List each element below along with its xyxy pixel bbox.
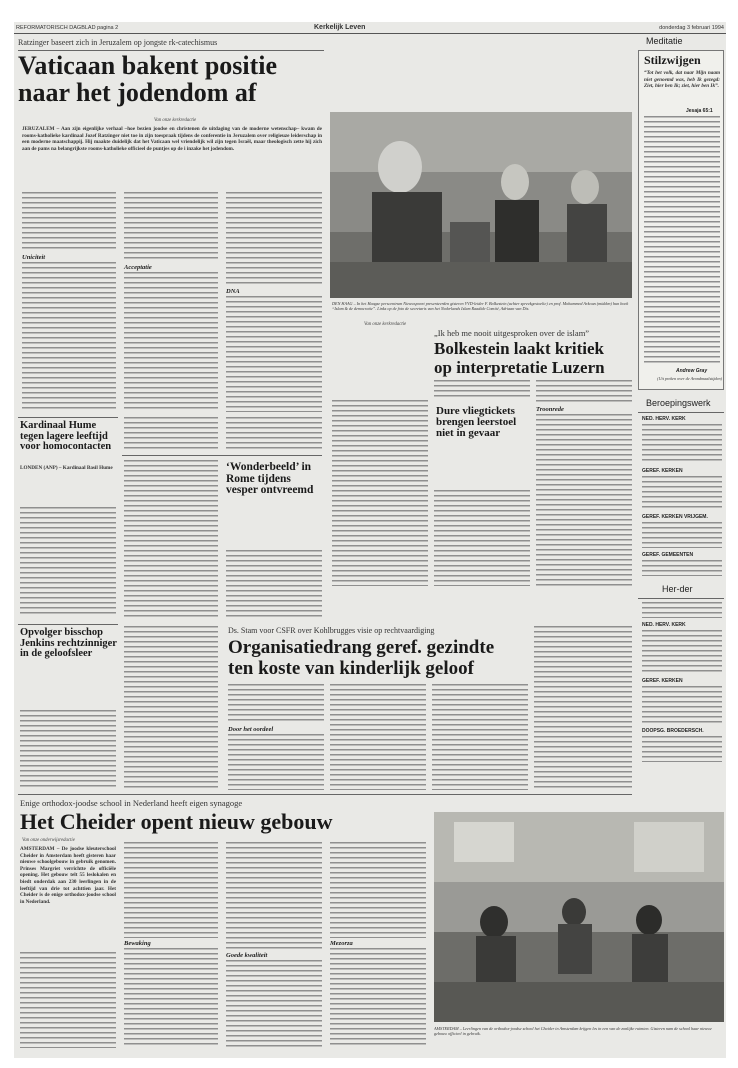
meditatie-author: Andrew Gray [676, 368, 708, 374]
header-newspaper: REFORMATORISCH DAGBLAD pagina 2 [16, 25, 119, 31]
rule [18, 624, 118, 625]
main-text-cont [124, 417, 218, 452]
ds-subhead: Door het oordeel [228, 726, 274, 733]
bolkestein-title-line1: Bolkestein laakt kritiek [434, 339, 605, 358]
troonrede-subhead: Troonrede [536, 406, 564, 413]
cat-doopsg: DOOPSG. BROEDERSCH. [642, 728, 704, 734]
meditatie-text [644, 116, 720, 364]
main-subhead-uniciteit: Uniciteit [22, 254, 46, 261]
rule [18, 794, 632, 795]
photo1-caption: DEN HAAG – In het Haagse perscentrum Nieuwspoort presenteerden gisteren VVD-leider F. Bolkestein (achter spreekgestoelte) en prof. Mohammed Arkoun (midden) hun boek “Islam & de democratie”. Links op de foto de secretaris van het Nederlands Islam Raadide Comité, Adriaan van Dis. [332, 301, 629, 312]
opvolger-text [20, 710, 116, 790]
cheider-title: Het Cheider opent nieuw gebouw [20, 809, 333, 834]
kohlbrugge-left-text [124, 626, 218, 790]
rule [638, 598, 724, 599]
main-kicker: Ratzinger baseert zich in Jeruzalem op jongste rk-catechismus [18, 38, 218, 47]
herder-text3 [642, 736, 722, 762]
main-text-col2 [124, 192, 218, 262]
opvolger-intro [20, 672, 116, 708]
wonderbeeld-title: ‘Wonderbeeld’ in Rome tijdens vesper ontvreemd [226, 461, 314, 497]
cheider-sub-bewaking: Bewaking [124, 940, 151, 947]
kardinaal-title: Kardinaal Hume tegen lagere leeftijd voor homocontacten [20, 420, 112, 453]
cheider-text4 [330, 842, 426, 938]
rule [122, 455, 322, 456]
cheider-sub-kwaliteit: Goede kwaliteit [226, 952, 268, 959]
cat-geref-gemeenten: GEREF. GEMEENTEN [642, 552, 694, 558]
main-text-cont3 [124, 460, 218, 620]
cheider-text3 [226, 842, 322, 950]
bolkestein-text-col2 [434, 380, 530, 400]
herder-text1 [642, 630, 722, 674]
herder-text0 [642, 602, 722, 618]
main-subhead-acceptatie: Acceptatie [124, 264, 152, 271]
meditatie-label: Meditatie [646, 36, 683, 46]
rule [18, 417, 118, 418]
bolkestein-kicker: „Ik heb me nooit uitgesproken over de islam” [434, 328, 590, 338]
vlieg-title: Dure vliegtickets brengen leerstoel niet in gevaar [436, 405, 517, 440]
ds-title-line2: ten koste van kinderlijk geloof [228, 658, 474, 679]
rule [638, 412, 724, 413]
vlieg-intro [434, 448, 530, 488]
beroep-text2 [642, 476, 722, 510]
main-subhead-dna: DNA [226, 288, 240, 295]
main-text-col1 [22, 192, 116, 252]
cheider-text4b [330, 948, 426, 1048]
wonderbeeld-intro [226, 508, 322, 548]
cheider-text2b [124, 948, 218, 1048]
bolkestein-byline: Van onze kerkredactie [364, 322, 407, 327]
press-conference-photo [330, 112, 632, 298]
cheider-text2 [124, 842, 218, 938]
cheider-text3b [226, 960, 322, 1048]
header-section: Kerkelijk Leven [314, 24, 366, 31]
page-header [14, 22, 726, 34]
cheider-text1 [20, 952, 116, 1048]
beroep-text4 [642, 560, 722, 576]
header-date: donderdag 3 februari 1994 [659, 25, 724, 31]
kardinaal-place: LONDEN (ANP) – Kardinaal Basil Hume [20, 465, 113, 471]
main-byline: Van onze kerkredactie [154, 118, 197, 123]
ds-text3 [432, 684, 528, 790]
cat-geref-kerken: GEREF. KERKEN [642, 468, 683, 474]
wonderbeeld-text [226, 550, 322, 620]
ds-title-line1: Organisatiedrang geref. gezindte [228, 637, 495, 658]
meditatie-reference: Jesaja 65:1 [686, 108, 713, 114]
cheider-sub-mezorza: Mezorza [330, 940, 353, 947]
ds-text1b [228, 734, 324, 790]
cheider-byline: Van onze onderwijsredactie [22, 838, 75, 843]
bolkestein-text-col3 [536, 380, 632, 402]
cat-ned-herv-2: NED. HERV. KERK [642, 622, 686, 628]
troonrede-text [536, 414, 632, 586]
main-title-line2: naar het jodendom af [18, 78, 257, 107]
kardinaal-text [20, 507, 116, 617]
main-text-col3b [226, 296, 322, 412]
newspaper-page [14, 22, 726, 1058]
cat-geref-kerken-2: GEREF. KERKEN [642, 678, 683, 684]
cat-geref-vrijgem: GEREF. KERKEN VRIJGEM. [642, 514, 708, 520]
ds-text4 [534, 626, 632, 790]
beroep-text1 [642, 424, 722, 464]
bolkestein-text-col1 [332, 400, 428, 586]
bolkestein-intro [332, 328, 428, 398]
main-intro: JERUZALEM – Aan zijn eigenlijke verhaal –hoe bezien joodse en christenen de uitdaging van de moderne wetenschap– kwam de rooms-katholieke kardinaal Jozef Ratzinger niet toe in zijn toespraak tijdens de conferentie in Jeruzalem over religieuze leiderschap in een moderne maatschappij. Hij maakte duidelijk dat het Vaticaan wel vriendelijk wil zijn tegen Israël, maar theologisch zette hij zich aan de pams na belangrijkste rooms-katholieke officieel de puntjes op de i inzake het jodendom. [22, 126, 322, 152]
meditatie-title: Stilzwijgen [644, 53, 701, 67]
meditatie-source: (Uit preken over de Avondmaalstijden) [657, 376, 722, 381]
herder-text2 [642, 686, 722, 724]
ds-text2 [330, 684, 426, 790]
cheider-kicker: Enige orthodox-joodse school in Nederland heeft eigen synagoge [20, 798, 243, 808]
main-text-cont2 [226, 417, 322, 452]
bolkestein-title-line2: op interpretatie Luzern [434, 358, 605, 377]
classroom-photo [434, 812, 724, 1022]
main-text-col2b [124, 272, 218, 412]
meditatie-verse: “Tot het volk, dat naar Mijn naam niet genoemd was, heb Ik gezegd: Ziet, hier ben Ik; ziet, hier ben Ik”. [644, 70, 720, 90]
beroep-text3 [642, 522, 722, 548]
main-title-line1: Vaticaan bakent positie [18, 51, 278, 80]
ds-text1 [228, 684, 324, 724]
cat-ned-herv: NED. HERV. KERK [642, 416, 686, 422]
ds-kicker: Ds. Stam voor CSFR over Kohlbrugges visie op rechtvaardiging [228, 626, 435, 635]
cheider-intro: AMSTERDAM – De joodse kleuterschool Cheider in Amsterdam heeft gisteren haar nieuwe schoolgebouw in gebruik genomen. Prinses Margriet verrichtte de officiële opening. Het gebouw telt 55 leslokalen en biedt onderdak aan 230 leerlingen in de leeftijd van drie tot achttien jaar. Het Cheider is de enige orthodox-joodse school in Nederland. [20, 846, 116, 905]
herder-label: Her-der [662, 584, 693, 594]
main-text-col1b [22, 262, 116, 412]
main-text-col3 [226, 192, 322, 286]
vlieg-text [434, 490, 530, 586]
opvolger-title: Opvolger bisschop Jenkins rechtzinniger in de geloofsleer [20, 627, 117, 660]
beroepingswerk-label: Beroepingswerk [646, 398, 711, 408]
cheider-caption: AMSTERDAM – Leerlingen van de orthodox-joodse school het Cheider in Amsterdam krijgen les in een van de zonlijke ruimten. Gisteren nam de school haar nieuwe gebouw officieel in gebruik. [434, 1026, 712, 1037]
